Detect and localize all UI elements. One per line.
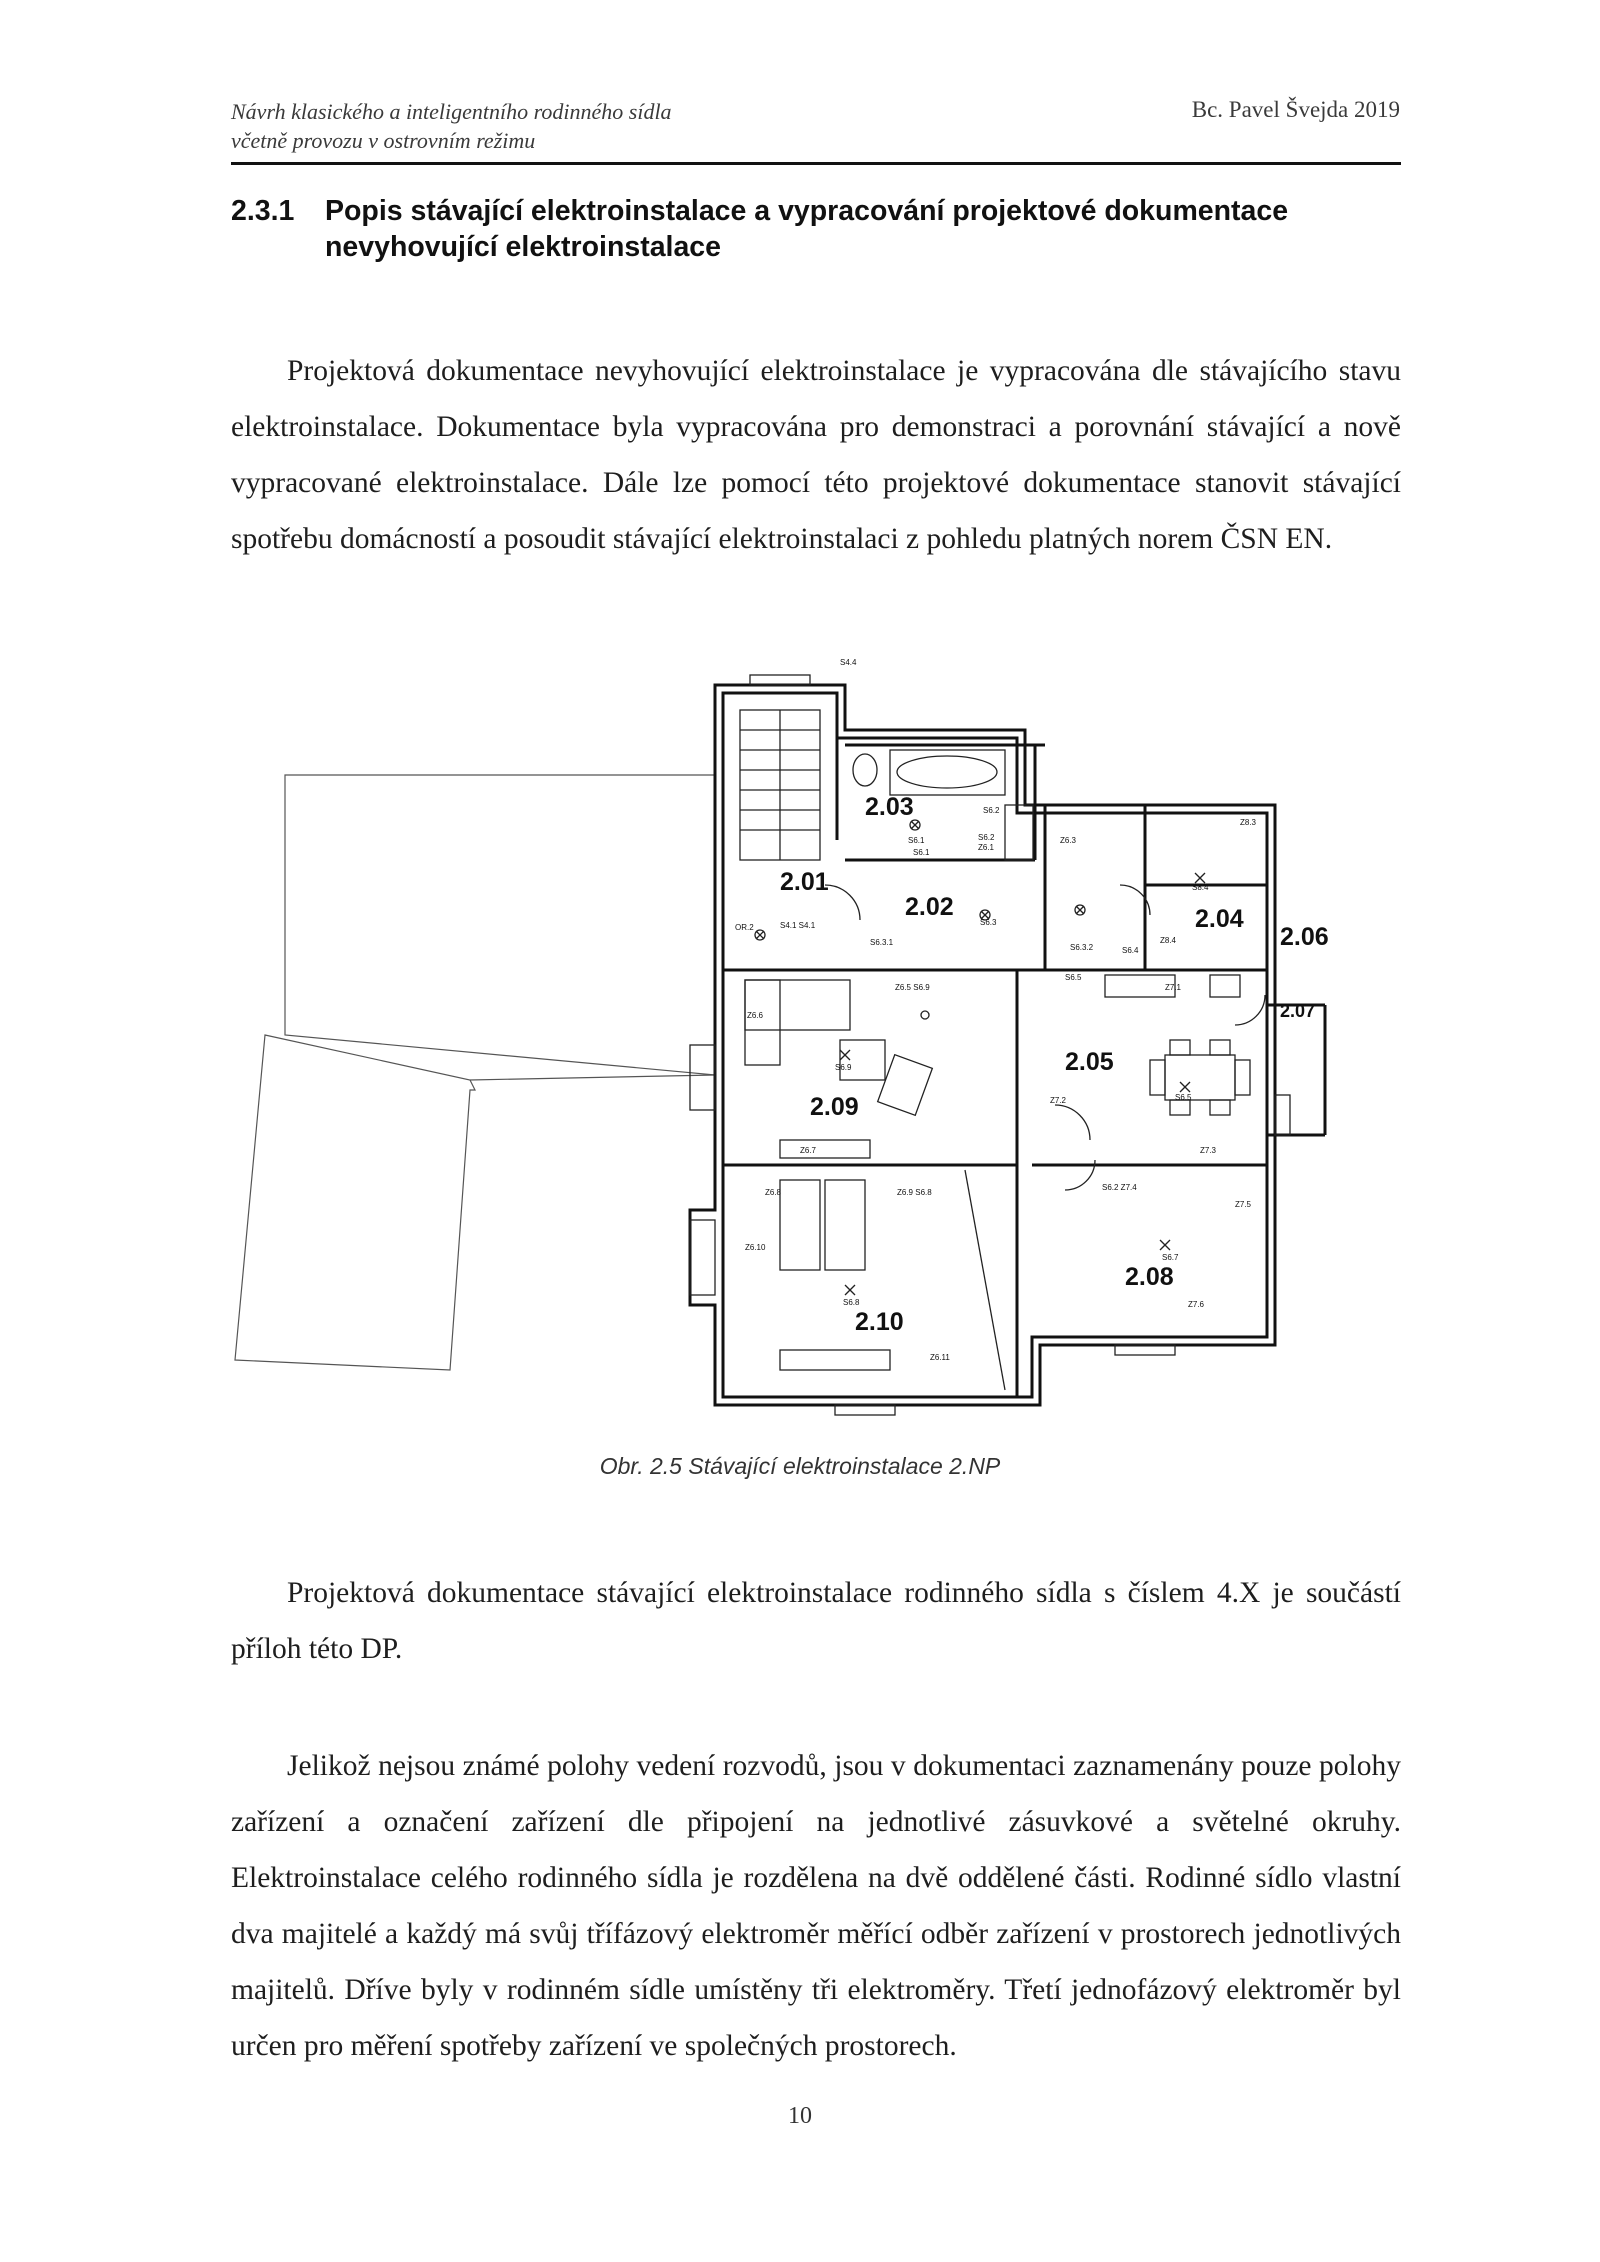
room-label-2-03: 2.03 (865, 793, 914, 821)
paragraph-1: Projektová dokumentace nevyhovující elektroinstalace je vypracována dle stávajícího stavu elektroinstalace. Dokumentace byla vypracována pro demonstraci a porovnání stávající a nově vypracované elektroinstalace. Dále lze pomocí této projektové dokumentace stanovit stávající spotřebu domácností a posoudit stávající elektroinstalaci z pohledu platných norem ČSN EN. (231, 354, 1401, 555)
device-label: Z6.3 (1060, 836, 1077, 845)
device-label: Z7.5 (1235, 1200, 1252, 1209)
paragraph-3: Jelikož nejsou známé polohy vedení rozvodů, jsou v dokumentaci zaznamenány pouze polohy zařízení a označení zařízení dle připojení na jednotlivé zásuvkové a světelné okruhy. Elektroinstalace celého rodinného sídla je rozdělena na dvě oddělené části. Rodinné sídlo vlastní dva majitelé a každý má svůj třífázový elektroměr měřící odběr zařízení v prostorech jednotlivých majitelů. Dříve byly v rodinném sídle umístěny tři elektroměry. Třetí jednofázový elektroměr byl určen pro měření spotřeby zařízení ve společných prostorech. (231, 1749, 1401, 2062)
room-label-2-10: 2.10 (855, 1308, 904, 1336)
room-label-2-06: 2.06 (1280, 923, 1329, 951)
device-label: S6.7 (1162, 1253, 1179, 1262)
device-label: Z6.10 (745, 1243, 766, 1252)
device-label: Z6.5 S6.9 (895, 983, 930, 992)
device-label: Z7.2 (1050, 1096, 1067, 1105)
device-label: S6.1 (913, 848, 930, 857)
device-label: S6.2 Z7.4 (1102, 1183, 1137, 1192)
device-label: OR.2 (735, 923, 754, 932)
staircase (740, 710, 820, 860)
device-label: Z7.3 (1200, 1146, 1217, 1155)
header-rule (231, 162, 1401, 165)
room-label-2-04: 2.04 (1195, 905, 1244, 933)
outer-wall-inner (723, 693, 1267, 1397)
bedroom-furniture (780, 1170, 1005, 1390)
device-label: Z7.6 (1188, 1300, 1205, 1309)
device-label: Z8.4 (1160, 936, 1177, 945)
light-fixture (1160, 1240, 1170, 1250)
device-label: S6.2 (983, 806, 1000, 815)
section-number: 2.3.1 (231, 195, 295, 227)
device-label: Z6.11 (930, 1353, 950, 1362)
light-fixture (921, 1011, 929, 1019)
floor-plan-figure (225, 645, 1395, 1420)
device-label: Z6.1 (978, 843, 995, 852)
light-fixture (910, 820, 920, 830)
device-label: Z7.1 (1165, 983, 1182, 992)
device-label: S6.1 (908, 836, 925, 845)
device-label: S4.4 (840, 658, 857, 667)
device-label: S8.4 (1192, 883, 1209, 892)
running-header-line-1: Návrh klasického a inteligentního rodinného sídla (231, 99, 672, 124)
outer-wall (690, 685, 1275, 1405)
device-label: Z6.9 S6.8 (897, 1188, 932, 1197)
light-fixture (1075, 905, 1085, 915)
room-label-2-02: 2.02 (905, 893, 954, 921)
figure-caption: Obr. 2.5 Stávající elektroinstalace 2.NP (599, 1453, 1001, 1479)
device-label: S6.8 (843, 1298, 860, 1307)
floor-plan-drawing (225, 645, 1395, 1420)
device-label: S6.5 (1175, 1093, 1192, 1102)
adjacent-edge (470, 1075, 715, 1080)
light-fixture (840, 1050, 850, 1060)
device-label: Z6.6 (747, 1011, 764, 1020)
running-header-author: Bc. Pavel Švejda 2019 (1191, 97, 1400, 122)
light-fixture (1180, 1082, 1190, 1092)
paragraph-2: Projektová dokumentace stávající elektroinstalace rodinného sídla s číslem 4.X je součástí příloh této DP. (231, 1576, 1401, 1665)
device-label: S6.2 (978, 833, 995, 842)
page-number: 10 (788, 2103, 812, 2129)
device-label: Z6.8 (765, 1188, 782, 1197)
room-label-2-07: 2.07 (1280, 1001, 1316, 1021)
device-label: S4.1 S4.1 (780, 921, 816, 930)
light-fixture (755, 930, 765, 940)
device-label: S6.3.1 (870, 938, 894, 947)
room-label-2-05: 2.05 (1065, 1048, 1114, 1076)
room-label-2-01: 2.01 (780, 868, 829, 896)
light-fixture (1195, 873, 1205, 883)
section-title: Popis stávající elektroinstalace a vypracování projektové dokumentace nevyhovující elektroinstalace (325, 195, 1289, 263)
device-label: S6.9 (835, 1063, 852, 1072)
device-label: S6.3 (980, 918, 997, 927)
device-label: S6.4 (1122, 946, 1139, 955)
light-fixture (845, 1285, 855, 1295)
running-header-title (231, 97, 672, 155)
adjacent-terrace-outline (235, 1035, 475, 1370)
device-label: S6.5 (1065, 973, 1082, 982)
running-header-line-2: včetně provozu v ostrovním režimu (231, 128, 536, 153)
room-label-2-08: 2.08 (1125, 1263, 1174, 1291)
device-label: Z8.3 (1240, 818, 1257, 827)
room-label-2-09: 2.09 (810, 1093, 859, 1121)
device-label: S6.3.2 (1070, 943, 1094, 952)
device-label: Z6.7 (800, 1146, 817, 1155)
adjacent-roof-outline (285, 775, 715, 1075)
